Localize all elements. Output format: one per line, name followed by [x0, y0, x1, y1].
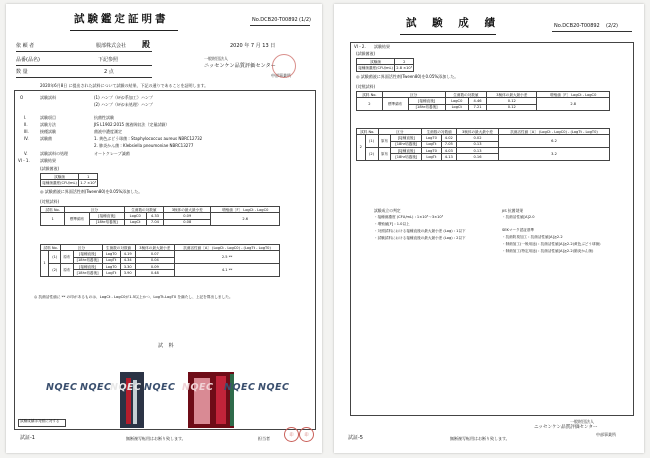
fabric-logo-print: NQEC	[182, 382, 214, 393]
fabric-swatch-navy	[120, 372, 144, 428]
col-header: 増殖値［F］ LogCt - LogC0	[211, 207, 280, 213]
condition: [接種直後]	[408, 98, 445, 104]
log-symbol: LogTt	[102, 270, 120, 276]
footer-center: 無断複写転用はお断り致します。	[450, 436, 510, 441]
field-num: III.	[24, 129, 29, 134]
condition: [接種直後]	[73, 263, 102, 269]
max-min-diff: 0.48	[135, 270, 175, 276]
log-value: 7.05	[441, 141, 456, 147]
page-number: (1/2)	[299, 17, 311, 23]
field-value: 抗菌性試験	[94, 115, 114, 120]
log-symbol: LogT0	[422, 147, 441, 153]
conc-row-label: 接種菌濃度(CFU/mL)	[42, 180, 77, 185]
conc-caption: (試験菌液)	[40, 166, 60, 171]
conc-note: ◎ 試験菌液に界面活性剤(Tween80)を0.05%添加した。	[356, 74, 459, 79]
field-label: 試験試料の処理	[40, 151, 68, 156]
activity-note: ◎ 抗菌活性値に ** の印があるものは、LogCt - LogC0が1.5以上かつ、LogTt-LogT0 を満たし、上記を算出しました。	[34, 295, 233, 299]
col-header: 抗菌活性値［A］ (LogCt - LogC0) - (LogTt - LogT0)	[175, 245, 280, 251]
issuer-branch: 中部事業所	[271, 73, 291, 78]
field-value: オートクレーブ滅菌	[94, 151, 130, 156]
footer-left: 試証-1	[20, 435, 35, 441]
log-value: 4.19	[120, 251, 135, 257]
log-symbol: LogCt	[445, 104, 468, 110]
condition: [接種直後]	[89, 213, 124, 219]
col-header: 3検体の最大最小差	[135, 245, 175, 251]
col-header: 試料 No.	[41, 207, 65, 213]
criteria-left-item: ・対照試料における接種直後の最大最小差 (Log) : 1以下	[374, 229, 466, 233]
log-symbol: LogCt	[124, 219, 146, 225]
field-num: I.	[24, 115, 27, 120]
conc-note: ◎ 試験菌液に界面活性剤(Tween80)を0.05%添加した。	[40, 189, 143, 194]
issuer-name: ニッセンケン品質評価センター	[534, 425, 598, 430]
criteria-left-title: 試験成立の判定	[374, 208, 401, 213]
condition: [18hr培養後]	[391, 154, 422, 160]
criteria-right-item: ・抗菌活性値[A]2.0	[502, 215, 535, 219]
item-value: 下記参照	[98, 57, 119, 63]
col-header: 3検体の最大最小差	[457, 129, 499, 135]
log-symbol: LogC0	[445, 98, 468, 104]
col-header: 試料 No.	[357, 92, 383, 98]
log-value: 7.04	[146, 219, 163, 225]
inoculum-table	[356, 58, 414, 72]
col-header: 区分	[378, 129, 422, 135]
log-symbol: LogTt	[422, 154, 441, 160]
sample-no: (2)	[49, 263, 61, 276]
test-sample-table	[356, 128, 610, 161]
criteria-right-item: ・制菌加工(特定用途) : 抗菌活性値[A]≧2.2(肺炎かん菌)	[502, 249, 594, 253]
growth-value: 2.8	[537, 98, 610, 111]
col-header: 区分	[65, 207, 124, 213]
log-value: 3.90	[120, 270, 135, 276]
sample-name: 原布	[378, 147, 391, 160]
bottom-label: 試験成績は対照に対する	[20, 419, 60, 423]
sample-no: (1)	[365, 135, 378, 148]
log-symbol: LogT0	[102, 263, 120, 269]
col-header: 増殖値［F］ LogCt - LogC0	[537, 92, 610, 98]
col-header: 生菌数の対数値	[102, 245, 135, 251]
field-num: IV.	[24, 136, 29, 141]
sample-name: 原布	[378, 135, 391, 148]
conc-caption: (試験菌液)	[356, 51, 376, 56]
condition: [接種直後]	[73, 251, 102, 257]
client-label: 依 頼 者	[16, 43, 35, 49]
footer-center: 無断複写転用はお断り致します。	[126, 436, 186, 441]
fabric-logo-print: NQEC	[80, 382, 112, 393]
criteria-right-item: ・抗菌防臭加工 : 抗菌活性値[A]≧2.2	[502, 235, 563, 239]
conc-value: 2.8 ×10⁵	[396, 65, 413, 70]
page-title: 試 験 成 績	[406, 17, 501, 29]
group-number: 1	[41, 251, 49, 276]
field-label: 接種試験	[40, 129, 56, 134]
col-header: 生菌数の対数値	[445, 92, 487, 98]
condition: [18hr培養後]	[391, 141, 422, 147]
document-number: No.DCB20-T00892	[252, 17, 298, 23]
fabric-logo-print: NQEC	[46, 382, 78, 393]
issue-date: 2020 年 7 月 13 日	[230, 43, 276, 49]
inoculum-table	[40, 173, 98, 187]
col-header: 試料 No.	[357, 129, 379, 135]
col-header: 区分	[382, 92, 445, 98]
criteria-left-item: ・試験試料における接種直後の最大最小差 (Log) : 2以下	[374, 236, 466, 240]
log-symbol: LogT0	[102, 251, 120, 257]
document-number: No.DCB20-T00892	[554, 23, 600, 29]
max-min-diff: 0.13	[457, 141, 499, 147]
certificate-page-2	[334, 4, 644, 453]
max-min-diff: 0.13	[457, 147, 499, 153]
condition: [18hr培養後]	[73, 270, 102, 276]
issuer-small: 一般財団法人	[570, 419, 594, 424]
max-min-diff: 0.09	[135, 263, 175, 269]
sample-label: 試験試料	[40, 95, 56, 100]
field-value: 2. 肺炎かん菌 : Klebsiella pneumoniae NBRC13277	[94, 143, 194, 148]
fabric-logo-print: NQEC	[144, 382, 176, 393]
conc-value: 1.7 ×10⁵	[80, 180, 97, 185]
max-min-diff: 0.04	[135, 257, 175, 263]
sample-number: 1	[41, 213, 65, 226]
intro-text: 2020年6月8日 に提出された試料について試験の結果、下記の通りであることを証明します。	[40, 83, 209, 88]
control-sample-table	[356, 91, 610, 111]
sample-heading: 試 料	[158, 343, 176, 349]
conc-id: 2	[395, 59, 414, 65]
col-header: 試料 No.	[41, 245, 61, 251]
certificate-page-1	[6, 4, 322, 453]
footer-left: 試証-5	[348, 435, 363, 441]
condition: [接種直後]	[391, 147, 422, 153]
col-header: 3検体の最大最小差	[164, 207, 211, 213]
activity-value: 4.1 **	[175, 263, 280, 276]
log-symbol: LogTt	[422, 141, 441, 147]
conc-header: 試験菌	[357, 59, 395, 65]
activity-value: 6.2	[499, 135, 610, 148]
log-value: 4.46	[468, 98, 486, 104]
activity-value: 3.2	[499, 147, 610, 160]
sample-no: (2)	[365, 147, 378, 160]
test-sample-table	[40, 244, 280, 277]
sample-number: 2	[357, 98, 383, 111]
control-caption: (対照試料)	[40, 199, 60, 204]
section-o: O	[20, 95, 24, 100]
max-min-diff: 0.07	[135, 251, 175, 257]
page-title: 試験鑑定証明書	[74, 13, 169, 25]
field-num: II.	[24, 122, 28, 127]
max-min-diff: 0.08	[164, 219, 211, 225]
log-value: 3.30	[120, 263, 135, 269]
max-min-diff: 0.02	[457, 135, 499, 141]
client-name: 服部株式会社	[96, 43, 127, 49]
max-min-diff: 0.12	[487, 104, 537, 110]
col-header: 抗菌活性値［A］ (LogCt - LogC0) - (LogTt - LogT0)	[499, 129, 610, 135]
result-label: 試験結果	[40, 158, 56, 163]
log-symbol: LogTt	[102, 257, 120, 263]
condition: [接種直後]	[391, 135, 422, 141]
issuer-name: ニッセンケン品質評価センター	[204, 63, 276, 69]
log-value: 4.02	[441, 135, 456, 141]
fabric-logo-print: NQEC	[258, 382, 290, 393]
col-header: 生菌数の対数値	[422, 129, 457, 135]
quantity-label: 数 量	[16, 69, 28, 75]
conc-id: 1	[79, 174, 98, 180]
issuer-small: 一般財団法人	[204, 56, 228, 61]
log-value: 4.03	[441, 147, 456, 153]
max-min-diff: 0.12	[487, 98, 537, 104]
criteria-left-item: ・増殖値[F] : 1.0以上	[374, 222, 410, 226]
sample-name: 標準綿布	[65, 213, 89, 226]
approver-stamp: 印	[299, 427, 314, 442]
col-header: 3検体の最大最小差	[487, 92, 537, 98]
control-sample-table	[40, 206, 280, 226]
growth-value: 2.6	[211, 213, 280, 226]
sample-name: 原布	[61, 263, 73, 276]
field-value: JIS L1902:2015 菌液吸収法（定量試験）	[94, 122, 170, 127]
fabric-logo-print: NQEC	[224, 382, 256, 393]
col-header: 区分	[61, 245, 102, 251]
field-label: 試験方法	[40, 122, 56, 127]
criteria-right-title: JIS 抗菌効果	[502, 208, 524, 213]
condition: [18hr培養後]	[408, 104, 445, 110]
condition: [18hr培養後]	[73, 257, 102, 263]
max-min-diff: 0.09	[164, 213, 211, 219]
inspector-stamp: 印	[284, 427, 299, 442]
item-label: 品番(品名)	[16, 57, 40, 63]
company-seal	[272, 54, 296, 78]
activity-value: 2.5 **	[175, 251, 280, 264]
conc-row-label: 接種菌濃度(CFU/mL)	[358, 65, 393, 70]
criteria-right-item: SEKマーク認証基準	[502, 228, 535, 232]
section-vi: VI - 2.	[354, 44, 366, 49]
criteria-left-item: ・接種菌濃度 (CFU/mL) : 1×10⁵〜3×10⁵	[374, 215, 444, 219]
sample-no: (1)	[49, 251, 61, 264]
criteria-right-item: ・制菌加工(一般用途) : 抗菌活性値[A]≧2.2(黄色ぶどう球菌)	[502, 242, 601, 246]
fabric-logo-print: NQEC	[110, 382, 142, 393]
sample-item-2: (2) ハンプ（ｶﾁｵﾝ未処理）ハンプ	[94, 102, 153, 107]
log-value: 4.33	[146, 213, 163, 219]
issuer-branch: 中部事業所	[596, 432, 616, 437]
log-value: 4.13	[441, 154, 456, 160]
field-label: 試験項目	[40, 115, 56, 120]
result-label: 試験結果	[374, 44, 390, 49]
max-min-diff: 0.16	[457, 154, 499, 160]
group-number: 2	[357, 135, 366, 160]
condition: [18hr培養後]	[89, 219, 124, 225]
section-vi: VI - 1.	[18, 158, 30, 163]
sample-name: 標準綿布	[382, 98, 408, 111]
field-value: 菌液中濃度測定	[94, 129, 122, 134]
col-header: 生菌数の対数値	[124, 207, 163, 213]
field-value: 1. 黄色ぶどう球菌 : Staphylococcus aureus NBRC12732	[94, 136, 203, 141]
log-value: 4.34	[120, 257, 135, 263]
field-num: V.	[24, 151, 28, 156]
log-value: 7.21	[468, 104, 486, 110]
page-number: (2/2)	[606, 23, 618, 29]
log-symbol: LogC0	[124, 213, 146, 219]
sample-item-1: (1) ハンプ（ｶﾁｵﾝ系加工）ハンプ	[94, 95, 153, 100]
conc-header: 試験菌	[41, 174, 79, 180]
log-symbol: LogT0	[422, 135, 441, 141]
footer-right: 担当者	[258, 436, 270, 441]
sample-name: 原布	[61, 251, 73, 264]
quantity-value: 2 点	[104, 69, 114, 75]
control-caption: (対照試料)	[356, 84, 376, 89]
field-label: 試験菌	[40, 136, 52, 141]
honorific: 殿	[142, 40, 150, 49]
